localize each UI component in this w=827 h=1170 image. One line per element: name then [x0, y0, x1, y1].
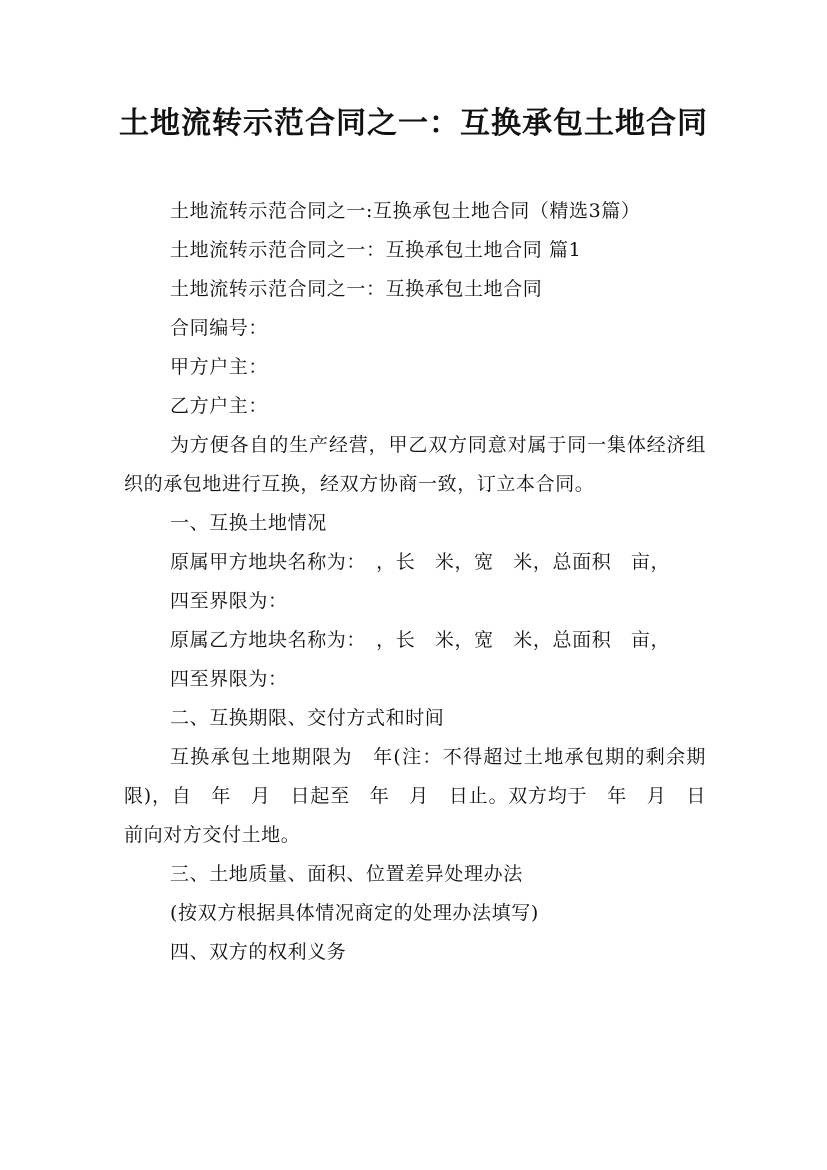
paragraph: 四至界限为：: [170, 668, 288, 690]
paragraph: 合同编号：: [170, 317, 269, 339]
section-heading: 一、互换土地情况: [170, 512, 327, 534]
paragraph: 土地流转示范合同之一：互换承包土地合同: [170, 278, 543, 300]
section-heading: 二、互换期限、交付方式和时间: [170, 707, 445, 729]
paragraph: 土地流转示范合同之一：互换承包土地合同 篇1: [170, 239, 582, 261]
section-heading: 四、双方的权利义务: [170, 941, 347, 963]
paragraph: 互换承包土地期限为 年(注：不得超过土地承包期的剩余期限)，自 年 月 日起至 年 月 日止。双方均于 年 月 日前向对方交付土地。: [124, 746, 706, 846]
paragraph: 乙方户主：: [170, 395, 269, 417]
document-title: 土地流转示范合同之一：互换承包土地合同: [119, 106, 708, 141]
paragraph: 四至界限为：: [170, 590, 288, 612]
paragraph: 甲方户主：: [170, 356, 269, 378]
paragraph: 为方便各自的生产经营，甲乙双方同意对属于同一集体经济组织的承包地进行互换，经双方协商一致，订立本合同。: [124, 434, 706, 495]
paragraph: 原属甲方地块名称为： ，长 米，宽 米，总面积 亩，: [170, 551, 671, 573]
section-heading: 三、土地质量、面积、位置差异处理办法: [170, 863, 523, 885]
paragraph: 土地流转示范合同之一:互换承包土地合同（精选3篇）: [170, 200, 641, 222]
document-body: [124, 192, 706, 972]
paragraph: (按双方根据具体情况商定的处理办法填写): [170, 902, 539, 924]
paragraph: 原属乙方地块名称为： ，长 米，宽 米，总面积 亩，: [170, 629, 671, 651]
